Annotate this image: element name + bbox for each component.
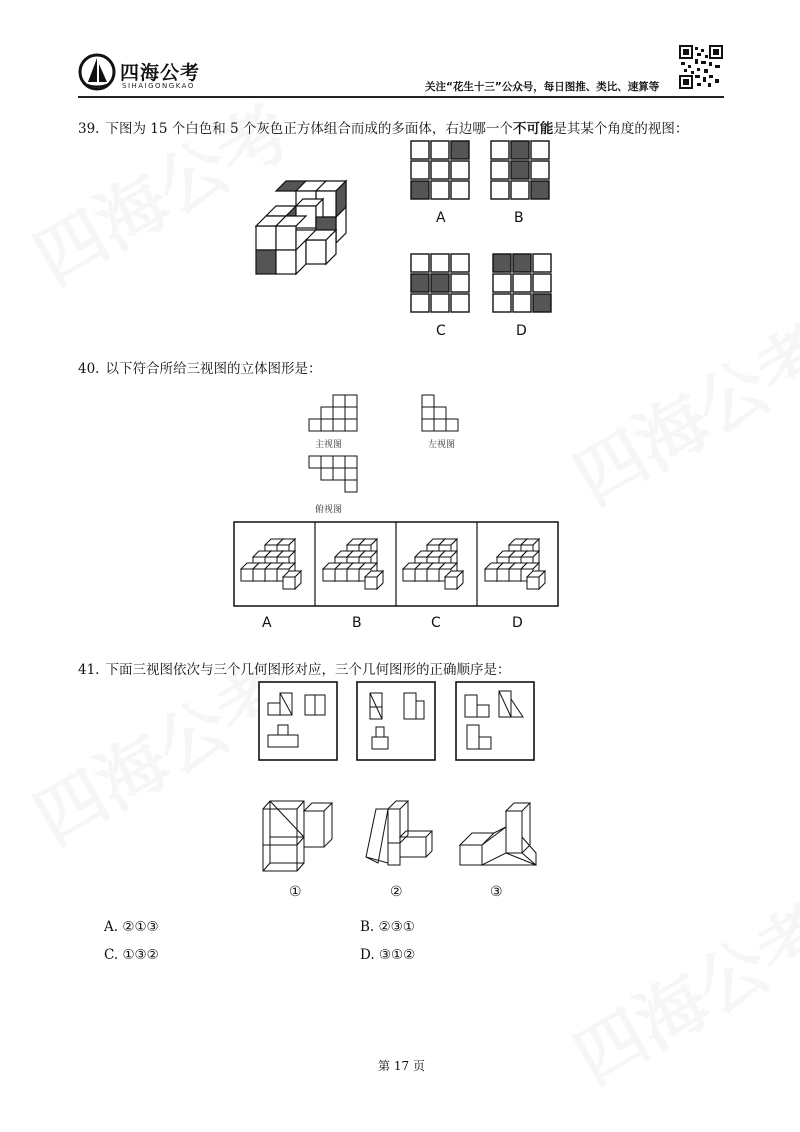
q39-cube-figure — [248, 178, 352, 276]
answer-option-a[interactable] — [104, 919, 159, 935]
page-prefix: 第 — [378, 1059, 391, 1073]
question-40 — [78, 357, 321, 377]
question-text: 下图为 15 个白色和 5 个灰色正方体组合而成的多面体，右边哪一个 — [105, 121, 513, 137]
logo-sail-icon — [78, 52, 116, 92]
option-label: C — [436, 323, 446, 339]
brand-name: 四海公考 — [120, 62, 201, 84]
watermark — [554, 297, 800, 524]
q41-solid-1 — [258, 797, 338, 875]
answer-label: A. — [104, 919, 119, 935]
answer-value: ①③② — [122, 947, 159, 963]
q40-options-box — [233, 521, 559, 607]
question-41 — [78, 658, 510, 678]
option-label: A — [262, 615, 272, 631]
answer-label: B. — [360, 919, 375, 935]
answer-value: ②①③ — [122, 919, 159, 935]
option-label: A — [436, 210, 446, 226]
view-caption: 俯视图 — [315, 505, 343, 515]
view-caption: 主视图 — [315, 440, 343, 450]
question-text: 以下符合所给三视图的立体图形是： — [105, 361, 322, 377]
question-text: 下面三视图依次与三个几何图形对应，三个几何图形的正确顺序是： — [105, 662, 511, 678]
q41-solid-3 — [456, 797, 546, 875]
answer-option-d[interactable] — [360, 947, 415, 963]
answer-label: D. — [360, 947, 375, 963]
q39-option-b-grid — [490, 140, 550, 200]
solid-label: ② — [390, 884, 403, 900]
q41-views-box-1 — [258, 681, 338, 761]
option-label: D — [512, 615, 523, 631]
solid-label: ① — [289, 884, 302, 900]
option-label: D — [516, 323, 527, 339]
question-text-end: 是其某个角度的视图： — [553, 121, 689, 137]
option-label: B — [352, 615, 362, 631]
option-label: B — [514, 210, 524, 226]
page-number-value: 17 — [393, 1059, 410, 1073]
option-label: C — [431, 615, 441, 631]
answer-value: ③①② — [378, 947, 416, 963]
header-divider — [78, 96, 724, 98]
brand-subtitle: SIHAIGONGKAO — [122, 82, 195, 90]
answer-label: C. — [104, 947, 119, 963]
q41-solid-2 — [358, 797, 438, 875]
view-caption: 左视图 — [428, 440, 456, 450]
question-39 — [78, 117, 688, 137]
solid-label: ③ — [490, 884, 503, 900]
answer-value: ②③① — [378, 919, 415, 935]
question-number: 40. — [78, 361, 100, 377]
answer-option-c[interactable] — [104, 947, 159, 963]
header-slogan: 关注“花生十三”公众号，每日图推、类比、速算等 — [425, 81, 660, 93]
q39-option-d-grid — [492, 253, 552, 313]
answer-option-b[interactable] — [360, 919, 415, 935]
q40-side-view — [418, 393, 464, 437]
q39-option-a-grid — [410, 140, 470, 200]
q40-top-view — [303, 454, 363, 498]
question-number: 39. — [78, 121, 100, 137]
page-suffix: 页 — [412, 1059, 425, 1073]
qr-code-icon — [679, 45, 723, 89]
q39-option-c-grid — [410, 253, 470, 313]
q41-views-box-3 — [455, 681, 535, 761]
q40-front-view — [303, 393, 363, 437]
question-number: 41. — [78, 662, 100, 678]
question-emphasis: 不可能 — [512, 121, 554, 137]
watermark — [554, 877, 800, 1104]
page-number — [378, 1057, 425, 1074]
q41-views-box-2 — [356, 681, 436, 761]
